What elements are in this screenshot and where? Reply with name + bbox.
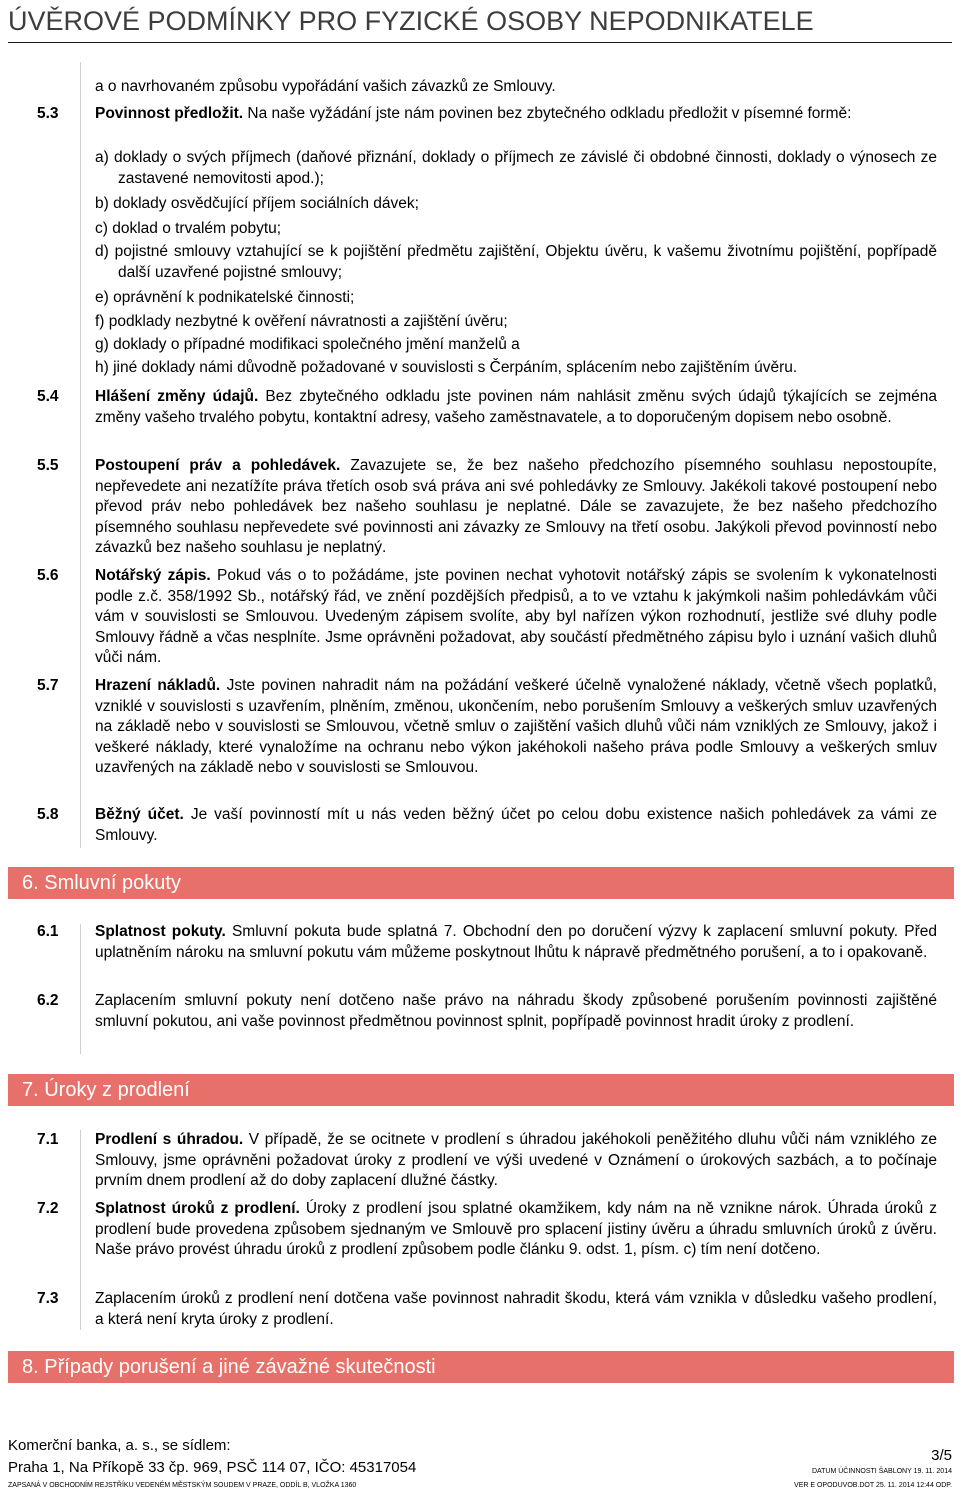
- header-rule: [8, 42, 952, 43]
- clause-5-3: [95, 104, 937, 125]
- item-f: f) podklady nezbytné k ověření návratnosti a zajištění úvěru;: [95, 313, 508, 330]
- section-heading-6: 6. Smluvní pokuty: [8, 867, 954, 899]
- footer-validity: DATUM ÚČINNOSTI ŠABLONY 19. 11. 2014: [811, 1468, 952, 1475]
- clause-body: Zavazujete se, že bez našeho předchozího písemného souhlasu nepostoupíte, nepřevedete ani nezatížíte práva třetích osob svá práva ani své pohledávky ze Smlouvy. Jakékoli takové postoupení nebo převod práv nebo pohledávek bez našeho souhlasu je neplatné. Dále se zavazujete, že bez našeho předchozího písemného souhlasu nepřevedete své povinnosti ani závazky ze Smlouvy na třetí osobu. Jakýkoli převod povinností nebo závazků bez našeho souhlasu je neplatný.: [95, 457, 937, 556]
- clause-body: Jste povinen nahradit nám na požádání veškeré účelně vynaložené náklady, včetně všech poplatků, vzniklé v souvislosti s uzavřením, plněním, změnou, ukončením, nebo porušením Smlouvy a veškerých smluv uzavřených na základě nebo v souvislosti se Smlouvou, včetně smluv o zajištění vašich dluhů vůči nám vzniklých ze Smlouvy, jakož i veškeré náklady, které vynaložíme na ochranu nebo výkon jakéhokoli našeho práva podle Smlouvy a veškerých smluv uzavřených na základě nebo v souvislosti se Smlouvou.: [95, 677, 937, 776]
- footer-version: VER E OPODUVOB.DOT 25. 11. 2014 12:44 ODP.: [794, 1482, 952, 1489]
- clause-body: Smluvní pokuta bude splatná 7. Obchodní den po doručení výzvy k zaplacení smluvní pokuty. Před uplatněním nároku na smluvní pokutu vám můžeme poskytnout lhůtu k nápravě předmětného porušení, a to i opakovaně.: [95, 923, 937, 961]
- clause-body: V případě, že se ocitnete v prodlení s úhradou jakéhokoli peněžitého dluhu vůči nám vzniklého ze Smlouvy, jsme oprávněni požadovat úroky z prodlení ve výši uvedené v Oznámení o úrokových sazbách, a to počínaje prvním dnem prodlení až do doby zaplacení dlužné částky.: [95, 1131, 937, 1189]
- footer-bank: Komerční banka, a. s., se sídlem:: [8, 1437, 231, 1454]
- paragraph-5-2-tail: a o navrhovaném způsobu vypořádání vašich závazků ze Smlouvy.: [95, 78, 556, 95]
- item-a: a) doklady o svých příjmech (daňové přiznání, doklady o příjmech ze závislé či obdobné činnosti, doklady o výnosech ze zastavené nemovitosti apod.);: [95, 149, 937, 187]
- clause-number: 5.3: [37, 105, 59, 122]
- clause-heading: Hlášení změny údajů.: [95, 388, 259, 405]
- clause-heading: Hrazení nákladů.: [95, 677, 221, 694]
- page-header: [0, 0, 960, 44]
- section-heading-8: 8. Případy porušení a jiné závažné skutečnosti: [8, 1351, 954, 1383]
- clause-7-3: Zaplacením úroků z prodlení není dotčena vaše povinnost nahradit škodu, která vám vznikla v důsledku vašeho prodlení, a která není kryta úroky z prodlení.: [95, 1290, 937, 1328]
- clause-number: 7.1: [37, 1131, 59, 1148]
- page-number: 3/5: [931, 1447, 952, 1464]
- clause-body: Pokud vás o to požádáme, jste povinen nechat vyhotovit notářský zápis se svolením k vykonatelnosti podle z.č. 358/1992 Sb., notářský řád, ve znění pozdějších předpisů, a to ve vztahu k jakýmkoli našim pohledávkám vůči vám v souvislosti se Smlouvou. Uvedeným zápisem svolíte, aby byl nařízen výkon rozhodnutí, jestliže své dluhy podle Smlouvy řádně a včas nesplníte. Jsme oprávněni požadovat, aby součástí předmětného zápisu bylo i uznání vašich dluhů vůči nám.: [95, 567, 938, 666]
- clause-heading: Splatnost pokuty.: [95, 923, 226, 940]
- clause-5-8: [95, 805, 937, 846]
- clause-number: 6.2: [37, 992, 59, 1009]
- page-footer: [0, 1430, 960, 1491]
- item-h: h) jiné doklady námi důvodně požadované v souvislosti s Čerpáním, splácením nebo zajištěním úvěru.: [95, 359, 798, 376]
- clause-number: 5.7: [37, 677, 59, 694]
- clause-number: 5.5: [37, 457, 59, 474]
- clause-7-2: [95, 1199, 937, 1261]
- clause-number: 7.3: [37, 1290, 59, 1307]
- clause-number: 6.1: [37, 923, 59, 940]
- clause-6-1: [95, 922, 937, 963]
- margin-line: [80, 62, 81, 848]
- item-d: d) pojistné smlouvy vztahující se k pojištění předmětu zajištění, Objektu úvěru, k vašemu životnímu pojištění, popřípadě další uzavřené pojistné smlouvy;: [95, 243, 937, 281]
- clause-5-6: [95, 566, 937, 669]
- clause-heading: Povinnost předložit.: [95, 105, 244, 122]
- clause-number: 5.4: [37, 388, 59, 405]
- clause-number: 5.6: [37, 567, 59, 584]
- clause-heading: Prodlení s úhradou.: [95, 1131, 244, 1148]
- footer-register: ZAPSANÁ V OBCHODNÍM REJSTŘÍKU VEDENÉM MĚSTSKÝM SOUDEM V PRAZE, ODDÍL B, VLOŽKA 1360: [8, 1482, 357, 1489]
- clause-7-1: [95, 1130, 937, 1192]
- clause-heading: Notářský zápis.: [95, 567, 211, 584]
- clause-5-7: [95, 676, 937, 779]
- item-c: c) doklad o trvalém pobytu;: [95, 220, 282, 237]
- clause-heading: Běžný účet.: [95, 806, 184, 823]
- clause-number: 5.8: [37, 806, 59, 823]
- clause-5-5: [95, 456, 937, 559]
- clause-heading: Splatnost úroků z prodlení.: [95, 1200, 300, 1217]
- clause-5-4: [95, 387, 937, 428]
- clause-6-2: Zaplacením smluvní pokuty není dotčeno naše právo na náhradu škody způsobené porušením povinnosti zajištěné smluvní pokutou, ani vaše povinnost předmětnou povinnost splnit, popřípadě povinnost hradit úroky z prodlení.: [95, 992, 937, 1030]
- page-title: ÚVĚROVÉ PODMÍNKY PRO FYZICKÉ OSOBY NEPODNIKATELE: [8, 6, 814, 36]
- item-e: e) oprávnění k podnikatelské činnosti;: [95, 289, 355, 306]
- item-g: g) doklady o případné modifikaci společného jmění manželů a: [95, 336, 520, 353]
- clause-body: Úroky z prodlení jsou splatné okamžikem, kdy nám na ně vznikne nárok. Úhrada úroků z prodlení bude provedena způsobem sjednaným ve Smlouvě pro splacení jistiny úvěru a úhradu smluvních úroků z úvěru. Naše právo provést úhradu úroků z prodlení způsobem podle článku 9. odst. 1, písm. c) tím není dotčeno.: [95, 1200, 937, 1258]
- clause-body: Je vaší povinností mít u nás veden běžný účet po celou dobu existence našich pohledávek za vámi ze Smlouvy.: [95, 806, 937, 844]
- margin-line: [80, 1130, 81, 1330]
- clause-heading: Postoupení práv a pohledávek.: [95, 457, 341, 474]
- clause-body: Na naše vyžádání jste nám povinen bez zbytečného odkladu předložit v písemné formě:: [243, 105, 852, 122]
- section-heading-7: 7. Úroky z prodlení: [8, 1074, 954, 1106]
- margin-line: [80, 924, 81, 1054]
- clause-number: 7.2: [37, 1200, 59, 1217]
- footer-address: Praha 1, Na Příkopě 33 čp. 969, PSČ 114 07, IČO: 45317054: [8, 1459, 417, 1476]
- item-b: b) doklady osvědčující příjem sociálních dávek;: [95, 195, 419, 212]
- clause-body: Bez zbytečného odkladu jste povinen nám nahlásit změnu svých údajů týkajících se zejména změny vašeho trvalého pobytu, kontaktní adresy, vašeho zaměstnavatele, a to doporučeným dopisem nebo osobně.: [95, 388, 937, 426]
